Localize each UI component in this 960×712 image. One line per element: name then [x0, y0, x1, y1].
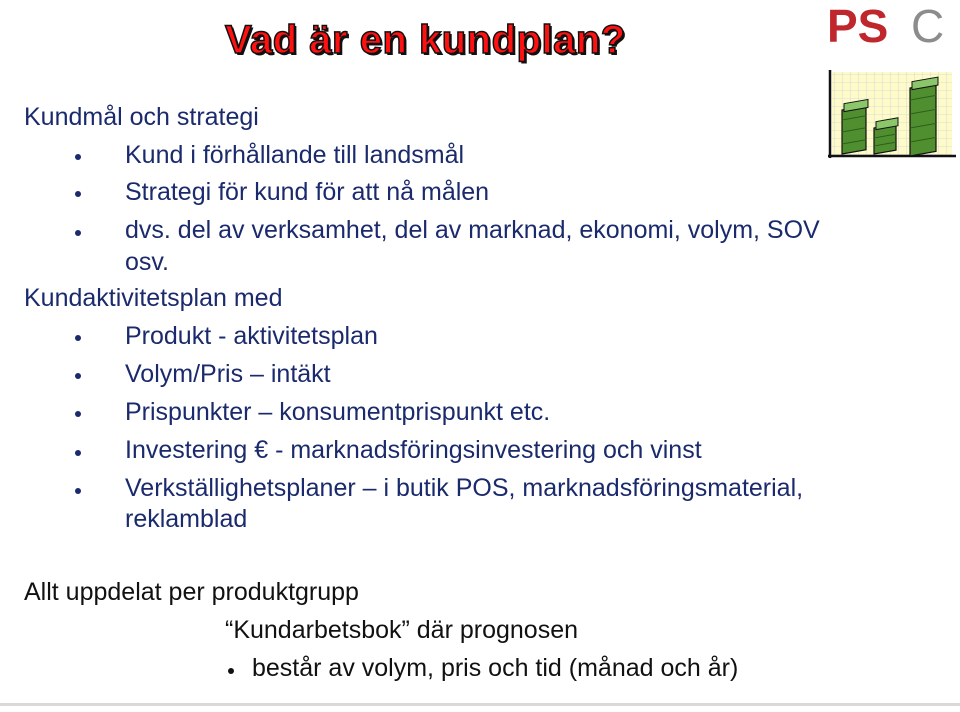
section-heading: Kundmål och strategi: [24, 103, 259, 131]
section-heading: Kundaktivitetsplan med: [24, 284, 283, 312]
list-item: Volym/Pris – intäkt: [125, 360, 331, 388]
list-item: Strategi för kund för att nå målen: [125, 178, 490, 206]
slide-title: Vad är en kundplan?: [225, 18, 626, 62]
list-item: dvs. del av verksamhet, del av marknad, ekonomi, volym, SOV: [125, 216, 820, 244]
summary-item: består av volym, pris och tid (månad och år): [252, 654, 739, 682]
list-item: Prispunkter – konsumentprispunkt etc.: [125, 398, 551, 426]
money-chart-icon: [818, 66, 958, 170]
list-item: Produkt - aktivitetsplan: [125, 322, 378, 350]
bullet-dot: [75, 450, 81, 456]
svg-text:C: C: [911, 2, 945, 48]
svg-text:PS: PS: [827, 2, 889, 48]
list-item: Investering € - marknadsföringsinvestering och vinst: [125, 436, 702, 464]
bullet-dot: [75, 335, 81, 341]
bullet-dot: [75, 230, 81, 236]
summary-heading: Allt uppdelat per produktgrupp: [24, 578, 359, 606]
list-item: Verkställighetsplaner – i butik POS, marknadsföringsmaterial,: [125, 474, 804, 502]
list-item: Kund i förhållande till landsmål: [125, 141, 465, 169]
bullet-dot: [75, 154, 81, 160]
summary-subheading: “Kundarbetsbok” där prognosen: [225, 616, 579, 644]
psc-logo: [825, 2, 955, 48]
bullet-dot: [75, 411, 81, 417]
bullet-dot: [75, 488, 81, 494]
bullet-dot: [228, 668, 234, 674]
list-item-continuation: osv.: [125, 248, 169, 276]
bullet-dot: [75, 191, 81, 197]
list-item-continuation: reklamblad: [125, 505, 248, 533]
bullet-dot: [75, 373, 81, 379]
footer-divider: [0, 703, 960, 706]
